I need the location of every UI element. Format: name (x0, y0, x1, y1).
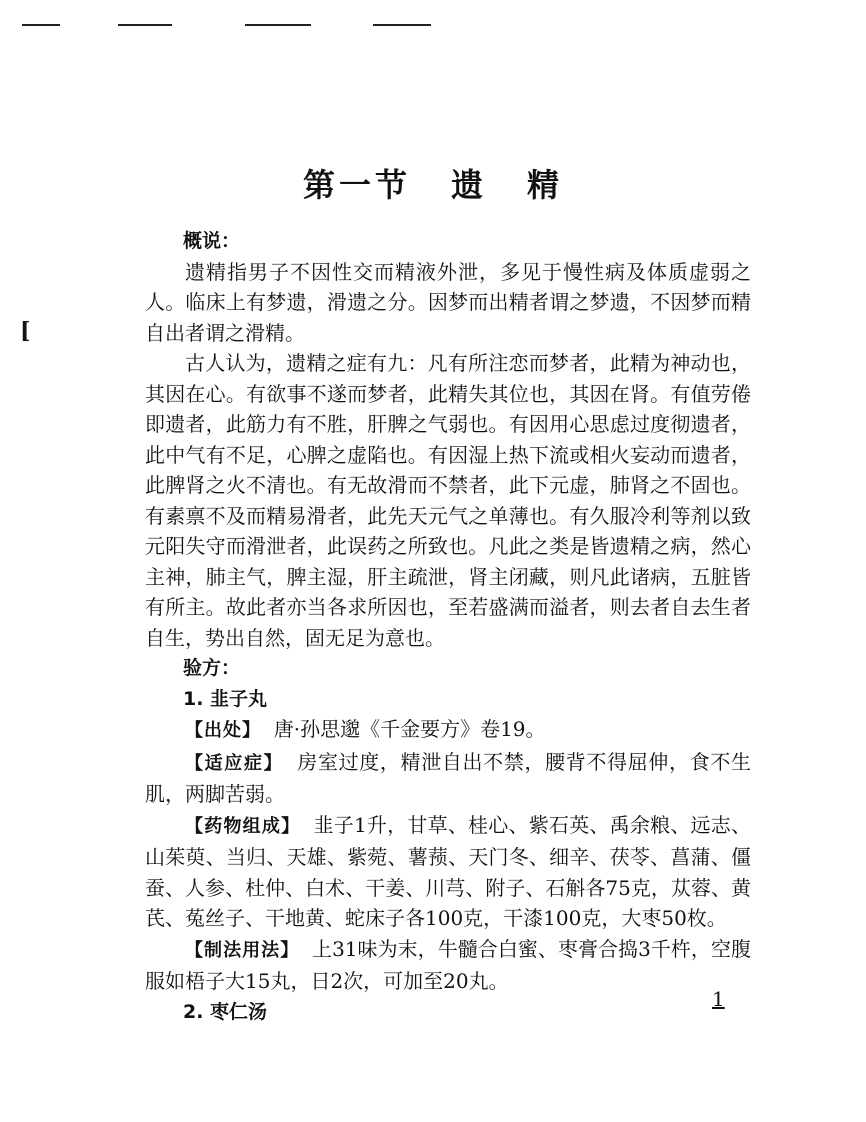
source-text: 唐·孙思邈《千金要方》卷19。 (273, 717, 546, 741)
usage-text: 上31味为末，牛髓合白蜜、枣膏合捣3千杵，空腹服如梧子大15丸，日2次，可加至20丸。 (145, 936, 751, 993)
top-rule (22, 24, 60, 26)
indication-text: 房室过度，精泄自出不禁，腰背不得屈伸，食不生肌，两脚苦弱。 (145, 749, 752, 806)
body-text (145, 226, 751, 1027)
usage-entry (145, 934, 751, 997)
composition-entry (145, 810, 751, 934)
section-number: 第一节 (302, 166, 411, 204)
top-rule (118, 24, 172, 26)
composition-text: 韭子1升，甘草、桂心、紫石英、禹余粮、远志、山茱萸、当归、天雄、紫菀、薯蓣、天门冬、细辛、茯苓、菖蒲、僵蚕、人参、杜仲、白术、干姜、川芎、附子、石斛各75克，苁蓉、黄芪、菟丝子、干地黄、蛇床子各100克，干漆100克，大枣50枚。 (145, 812, 751, 930)
paragraph: 古人认为，遗精之症有九：凡有所注恋而梦者，此精为神动也，其因在心。有欲事不遂而梦者，此精失其位也，其因在肾。有值劳倦即遗者，此筋力有不胜，肝脾之气弱也。有因用心思虑过度彻遗者，此中气有不足，心脾之虚陷也。有因湿上热下流或相火妄动而遗者，此脾肾之火不清也。有无故滑而不禁者，此下元虚，肺肾之不固也。有素禀不及而精易滑者，此先天元气之单薄也。有久服冷利等剂以致元阳失守而滑泄者，此误药之所致也。凡此之类是皆遗精之病，然心主神，肺主气，脾主湿，肝主疏泄，肾主闭藏，则凡此诸病，五脏皆有所主。故此者亦当各求所因也，至若盛满而溢者，则去者自去生者自生，势出自然，固无足为意也。 (145, 351, 751, 650)
usage-label: 【制法用法】 (185, 939, 300, 961)
top-rule (373, 24, 431, 26)
top-rule (245, 24, 311, 26)
source-label: 【出处】 (185, 720, 261, 741)
indication-label: 【适应症】 (185, 752, 284, 774)
indication-entry (145, 747, 751, 810)
source-entry (145, 714, 751, 747)
title-char-1: 遗 (450, 166, 487, 204)
margin-mark: [ (20, 318, 31, 344)
page-number: 1 (712, 987, 725, 1011)
formula-title: 1. 韭子丸 (183, 687, 268, 710)
formulas-heading: 验方： (183, 657, 241, 679)
overview-heading: 概说： (183, 230, 241, 252)
paragraph: 遗精指男子不因性交而精液外泄，多见于慢性病及体质虚弱之人。临床上有梦遗，滑遗之分。因梦而出精者谓之梦遗，不因梦而精自出者谓之滑精。 (145, 259, 751, 345)
formula-title: 2. 枣仁汤 (183, 1000, 268, 1023)
section-title (0, 160, 866, 206)
title-char-2: 精 (527, 166, 564, 204)
composition-label: 【药物组成】 (185, 815, 301, 837)
